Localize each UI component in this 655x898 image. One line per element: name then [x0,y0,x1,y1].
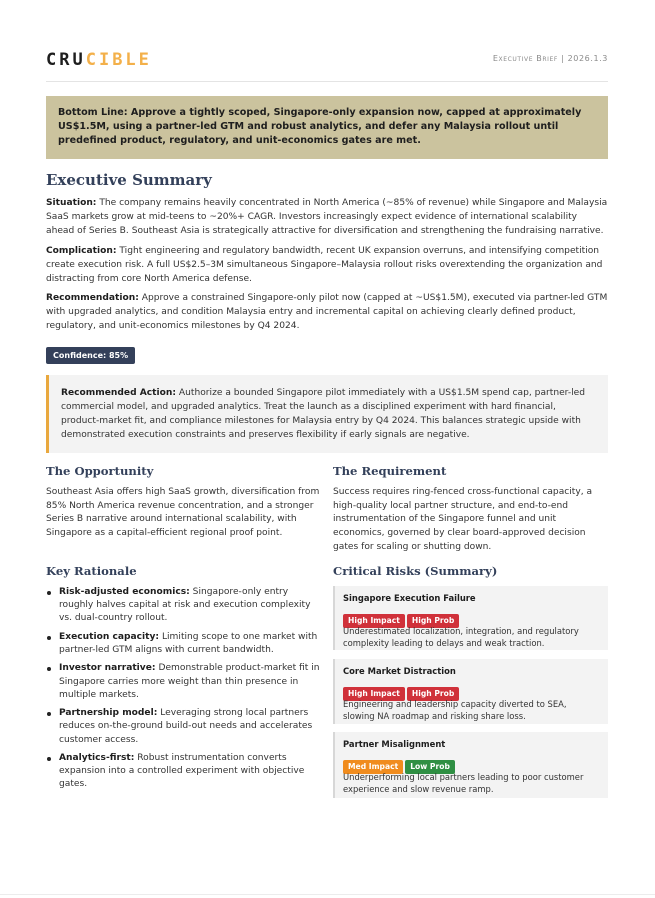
recommended-action-text: Authorize a bounded Singapore pilot immediately with a US$1.5M spend cap, partner-led commercial model, and upgraded analytics. Treat the launch as a disciplined experiment with hard financial, product-market fit, and compliance milestones for Malaysia entry by Q4 2024. This balances strategic upside with demonstrated execution constraints and preserves flexibility if early signals are negative. [61,388,586,440]
rationale-text: Robust instrumentation converts expansion into a controlled experiment with objective gates. [59,752,305,790]
confidence-badge: Confidence: 85% [46,347,135,364]
key-rationale-heading: Key Rationale [46,564,137,578]
document-meta [493,54,608,63]
logo-accent-text: CIBLE [85,50,152,70]
rationale-list [46,586,322,797]
rationale-text: Singapore-only entry roughly halves capital at risk and execution complexity vs. dual-country rollout. [59,587,311,624]
crucible-logo [46,50,152,70]
situation-paragraph [46,196,608,238]
complication-text: Tight engineering and regulatory bandwidth, recent UK expansion overruns, and intensifying competition create execution risk. A full US$2.5–3M simultaneous Singapore–Malaysia rollout risks overextending the organization and distracting from core North America defense. [46,246,603,284]
recommended-action-label: Recommended Action: [61,388,177,398]
risk-tags [343,608,600,625]
doc-date: 2026.1.3 [567,54,608,63]
situation-text: The company remains heavily concentrated in North America (~85% of revenue) while Singapore and Malaysia SaaS markets grow at mid-teens to ~20%+ CAGR. Investors increasingly expect evidence of international scalability ahead of Series B. Southeast Asia is strategically attractive for diversification and strengthening the fundraising narrative. [46,198,608,236]
recommendation-label: Recommendation: [46,293,139,303]
bottom-line-callout [46,96,608,159]
situation-label: Situation: [46,198,97,208]
list-item [46,586,322,626]
doc-label: Executive Brief [492,54,558,63]
risk-title: Core Market Distraction [343,666,456,676]
requirement-text: Success requires ring-fenced cross-functional capacity, a high-quality local partner structure, and end-to-end instrumentation of the Singapore funnel and unit economics, governed by clear board-approved decision gates for scaling or shutting down. [333,487,593,552]
executive-summary-heading: Executive Summary [46,171,212,189]
meta-separator: | [561,54,565,63]
recommendation-paragraph [46,291,608,333]
risk-title: Partner Misalignment [343,739,446,749]
risk-description: Underestimated localization, integration, and regulatory complexity leading to delays and weak traction. [343,626,579,648]
risk-card [333,586,608,650]
rationale-text: Limiting scope to one market with partner-led GTM aligns with current bandwidth. [59,631,318,655]
complication-paragraph [46,244,608,286]
logo-main-text: CRU [46,50,86,70]
recommended-action-callout [46,375,608,453]
list-item [46,631,322,657]
impact-tag: High Impact [343,687,405,701]
opportunity-heading: The Opportunity [46,464,154,478]
list-item [46,707,322,747]
rationale-label: Execution capacity: [59,631,160,642]
footer-divider [0,894,655,895]
bottom-line-label: Bottom Line: [58,107,128,118]
risk-card [333,732,608,798]
probability-tag: High Prob [407,687,459,701]
probability-tag: Low Prob [405,760,455,774]
rationale-label: Investor narrative: [59,663,156,674]
risk-title: Singapore Execution Failure [343,593,476,603]
list-item [46,752,322,792]
risk-tags [343,754,600,771]
impact-tag: High Impact [343,614,405,628]
list-item [46,662,322,702]
bottom-line-text: Approve a tightly scoped, Singapore-only expansion now, capped at approximately US$1.5M, using a partner-led GTM and robust analytics, and defer any Malaysia rollout until predefined product, regulatory, and unit-economics gates are met. [58,107,582,146]
impact-tag: Med Impact [343,760,403,774]
risk-card [333,659,608,724]
risk-tags [343,681,600,698]
opportunity-text: Southeast Asia offers high SaaS growth, diversification from 85% North America revenue concentration, and a stronger Series B narrative around international scalability, with Singapore as a capital-efficient regional proof point. [46,487,320,539]
rationale-label: Risk-adjusted economics: [59,587,190,597]
complication-label: Complication: [46,246,117,256]
critical-risks-heading: Critical Risks (Summary) [333,564,498,578]
rationale-text: Leveraging strong local partners reduces on-the-ground build-out needs and accelerates customer access. [59,708,313,745]
risk-description: Underperforming local partners leading to poor customer experience and slow revenue ramp. [343,772,584,794]
rationale-text: Demonstrable product-market fit in Singapore carries more weight than thin presence in multiple markets. [59,663,320,700]
rationale-label: Analytics-first: [59,752,135,763]
requirement-heading: The Requirement [333,464,447,478]
probability-tag: High Prob [407,614,459,628]
rationale-label: Partnership model: [59,708,158,719]
page-header [46,50,608,82]
recommendation-text: Approve a constrained Singapore-only pilot now (capped at ~US$1.5M), executed via partner-led GTM with upgraded analytics, and condition Malaysia entry and incremental capital on achieving clearly defined product, regulatory, and unit-economics milestones by Q4 2024. [46,293,608,331]
risk-description: Engineering and leadership capacity diverted to SEA, slowing NA roadmap and risking share loss. [343,699,567,721]
